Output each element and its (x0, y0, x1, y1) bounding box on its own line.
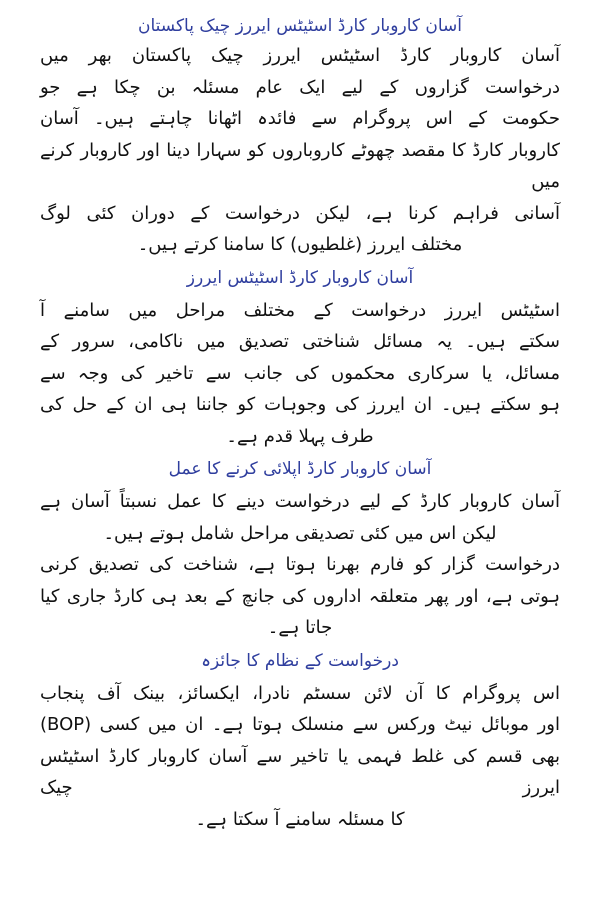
paragraph-line: آسان کاروبار کارڈ کے لیے درخواست دینے کا عمل نسبتاً آسان ہے (40, 491, 560, 512)
section-heading-system-review: درخواست کے نظام کا جائزہ (201, 650, 399, 671)
paragraph-line: ہو سکتے ہیں۔ ان ایررز کی وجوہات کو جاننا ہی ان کے حل کی (40, 394, 560, 415)
section-heading-status-errors: آسان کاروبار کارڈ اسٹیٹس ایررز (186, 267, 414, 288)
paragraph-line: لیکن اس میں کئی تصدیقی مراحل شامل ہوتے ہیں۔ (103, 522, 497, 544)
paragraph-line: آسان کاروبار کارڈ اسٹیٹس ایررز چیک پاکستان بھر میں (40, 45, 560, 66)
paragraph-line: اس پروگرام کا آن لائن سسٹم نادرا، ایکسائز، بینک آف پنجاب (40, 682, 560, 704)
section-heading-status-errors-check: آسان کاروبار کارڈ اسٹیٹس ایررز چیک پاکستان (137, 16, 463, 36)
paragraph-line: مختلف ایررز (غلطیوں) کا سامنا کرتے ہیں۔ (137, 234, 463, 255)
paragraph-line: اسٹیٹس ایررز درخواست کے مختلف مراحل میں سامنے آ (40, 299, 560, 321)
paragraph-line: درخواست گزاروں کے لیے ایک عام مسئلہ بن چکا ہے جو (40, 76, 560, 98)
paragraph-line: کاروبار کارڈ کا مقصد چھوٹے کاروباروں کو سہارا دینا اور کاروبار کرنے میں (40, 139, 560, 192)
paragraph-apply-process (40, 486, 560, 644)
paragraph-line: درخواست گزار کو فارم بھرنا ہوتا ہے، شناخت کی تصدیق کرنی (40, 554, 560, 575)
paragraph-system-review (40, 678, 560, 836)
paragraph-status-errors (40, 295, 560, 453)
paragraph-line: جاتا ہے۔ (267, 617, 333, 638)
paragraph-intro (40, 40, 560, 261)
paragraph-line: آسانی فراہم کرنا ہے، لیکن درخواست کے دوران کئی لوگ (40, 202, 560, 224)
paragraph-line: ہوتی ہے، اور پھر متعلقہ اداروں کی جانچ کے بعد ہی کارڈ جاری کیا (40, 585, 560, 607)
paragraph-line: طرف پہلا قدم ہے۔ (226, 425, 374, 447)
paragraph-line: اور موبائل نیٹ ورکس سے منسلک ہوتا ہے۔ ان میں کسی (BOP) (40, 714, 560, 735)
section-heading-apply-process: آسان کاروبار کارڈ اپلائی کرنے کا عمل (168, 459, 432, 479)
paragraph-line: سکتے ہیں۔ یہ مسائل شناختی تصدیق میں ناکامی، سرور کے (40, 331, 560, 352)
paragraph-line: بھی قسم کی غلط فہمی یا تاخیر سے آسان کاروبار کارڈ اسٹیٹس ایررز چیک (40, 745, 560, 798)
paragraph-line: حکومت کے اس پروگرام سے فائدہ اٹھانا چاہتے ہیں۔ آسان (40, 108, 560, 129)
paragraph-line: مسائل، یا سرکاری محکموں کی جانب سے تاخیر کی وجہ سے (40, 362, 560, 384)
paragraph-line: کا مسئلہ سامنے آ سکتا ہے۔ (195, 808, 405, 830)
